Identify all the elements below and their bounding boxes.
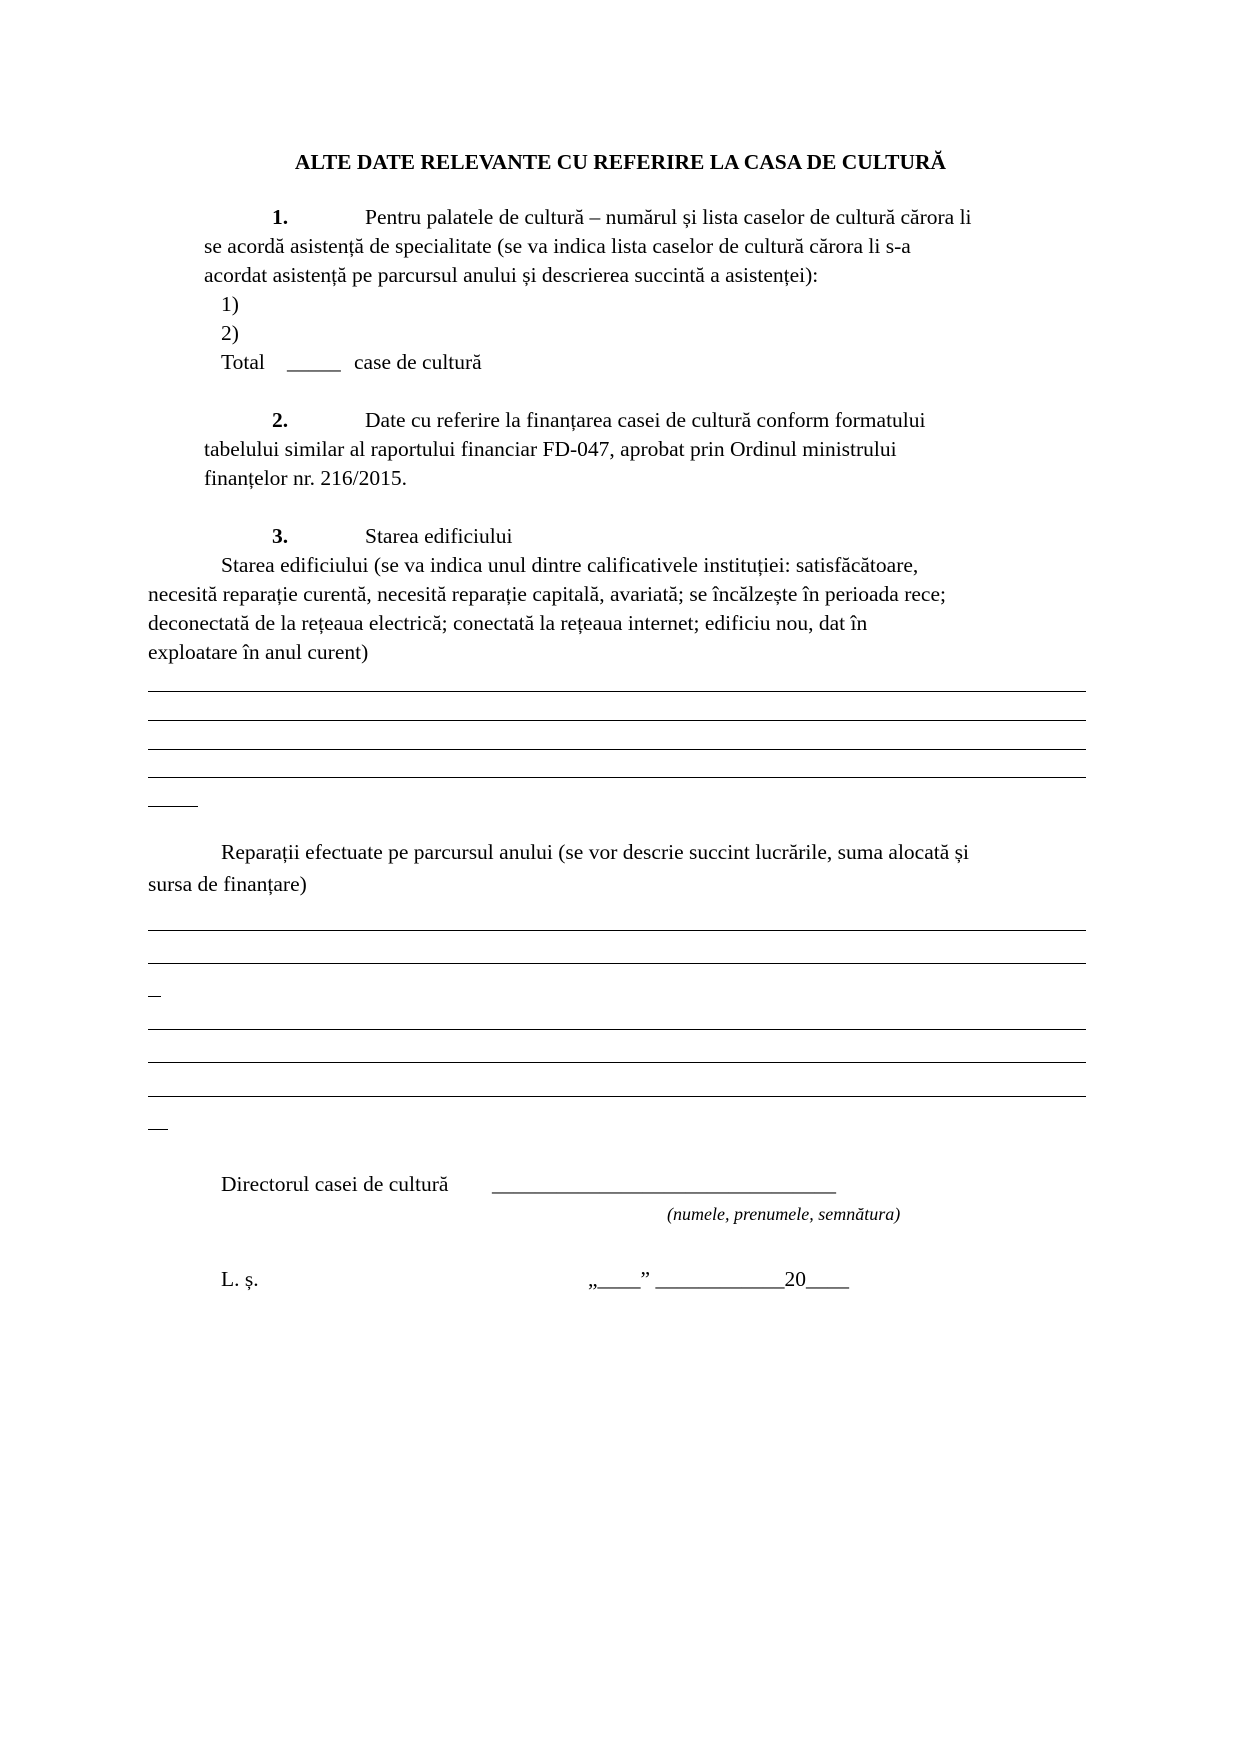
section-2-line1: Date cu referire la finanțarea casei de cultură conform formatului <box>365 408 926 432</box>
date-year-field[interactable]: ____ <box>805 1267 849 1291</box>
repairs-answer-line-1[interactable] <box>148 930 1086 931</box>
building-state-answer-line-1[interactable] <box>148 691 1086 692</box>
list-item-2: 2) <box>221 321 239 345</box>
section-3-para-line3: deconectată de la rețeaua electrică; conectată la rețeaua internet; edificiu nou, dat în <box>148 611 868 635</box>
date-open-quote: „ <box>588 1267 598 1291</box>
section-1-text-line2: se acordă asistență de specialitate (se va indica lista caselor de cultură cărora li s-a <box>204 234 911 258</box>
list-item-1: 1) <box>221 292 239 316</box>
section-1-number: 1. <box>272 205 289 229</box>
section-1-heading: Pentru palatele de cultură – numărul și lista caselor de cultură cărora li <box>365 205 972 229</box>
date-field <box>588 1265 849 1293</box>
date-month-field[interactable]: ____________ <box>655 1267 785 1291</box>
total-suffix: case de cultură <box>354 350 482 374</box>
director-label: Directorul casei de cultură <box>221 1172 449 1196</box>
section-3-heading: Starea edificiului <box>365 524 513 548</box>
section-3-para-line2: necesită reparație curentă, necesită reparație capitală, avariată; se încălzește în perioada rece; <box>148 582 946 606</box>
repairs-line2: sursa de finanțare) <box>148 872 307 896</box>
date-year-prefix: 20 <box>784 1267 806 1291</box>
repairs-answer-line-3[interactable] <box>148 996 161 997</box>
director-signature-field[interactable]: ________________________________ <box>492 1172 836 1196</box>
repairs-line1: Reparații efectuate pe parcursul anului (se vor descrie succint lucrările, suma alocată și <box>221 840 969 864</box>
building-state-answer-line-3[interactable] <box>148 749 1086 750</box>
repairs-answer-line-6[interactable] <box>148 1096 1086 1097</box>
seal-label: L. ș. <box>221 1267 259 1291</box>
section-3-number: 3. <box>272 524 289 548</box>
building-state-answer-line-5[interactable] <box>148 806 198 807</box>
signature-hint: (numele, prenumele, semnătura) <box>667 1204 901 1224</box>
repairs-answer-line-5[interactable] <box>148 1062 1086 1063</box>
repairs-answer-line-2[interactable] <box>148 963 1086 964</box>
section-2-line2: tabelului similar al raportului financiar FD-047, aprobat prin Ordinul ministrului <box>204 437 897 461</box>
section-3-para-line4: exploatare în anul curent) <box>148 640 369 664</box>
repairs-answer-line-4[interactable] <box>148 1029 1086 1030</box>
section-3-para-line1: Starea edificiului (se va indica unul dintre calificativele instituției: satisfăcătoare, <box>221 553 919 577</box>
document-title: ALTE DATE RELEVANTE CU REFERIRE LA CASA DE CULTURĂ <box>294 150 947 174</box>
section-2-number: 2. <box>272 408 289 432</box>
section-2-line3: finanțelor nr. 216/2015. <box>204 466 408 490</box>
total-count-field[interactable]: _____ <box>287 350 341 374</box>
section-1-text-line3: acordat asistență pe parcursul anului și descrierea succintă a asistenței): <box>204 263 819 287</box>
building-state-answer-line-4[interactable] <box>148 777 1086 778</box>
repairs-answer-line-7[interactable] <box>148 1129 168 1130</box>
total-label: Total <box>221 350 265 374</box>
date-day-field[interactable]: ____ <box>597 1267 641 1291</box>
date-close-quote: ” <box>640 1267 651 1291</box>
building-state-answer-line-2[interactable] <box>148 720 1086 721</box>
